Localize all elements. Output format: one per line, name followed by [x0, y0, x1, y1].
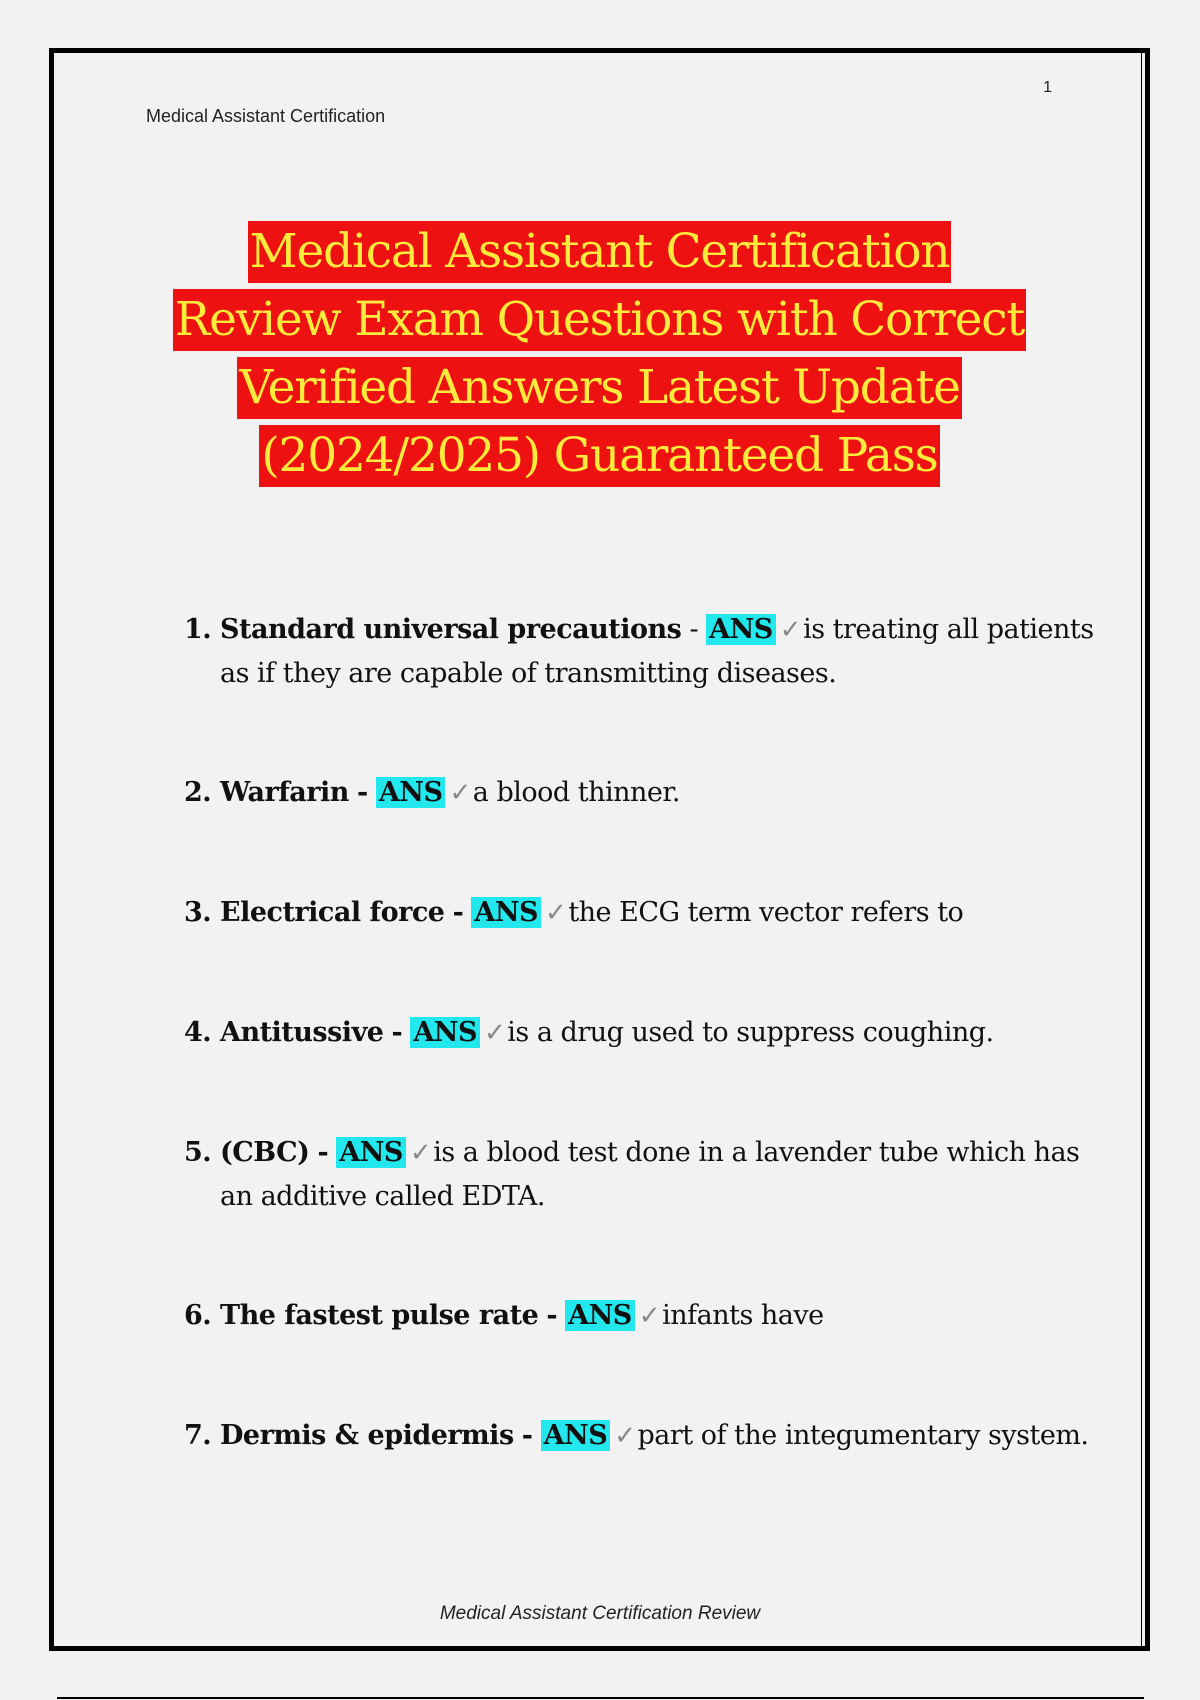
page-border: [49, 48, 1150, 1651]
check-icon: ✓: [545, 898, 567, 928]
check-icon: ✓: [638, 1301, 661, 1331]
ans-highlight: ANS: [565, 1300, 635, 1331]
answer-text: a blood thinner.: [472, 777, 680, 808]
ans-highlight: ANS: [706, 614, 776, 645]
question-list: [184, 608, 1104, 1534]
question-item: 7. Dermis & epidermis - ANS ✓part of the integumentary system.: [184, 1414, 1104, 1458]
question-number: 7.: [184, 1420, 212, 1451]
title-line: (2024/2025) Guaranteed Pass: [259, 425, 939, 487]
page-footer: Medical Assistant Certification Review: [439, 1603, 761, 1624]
page-number: 1: [1043, 79, 1052, 96]
answer-text: is treating all patients as if they are capable of transmitting diseases.: [220, 614, 1094, 689]
running-header: Medical Assistant Certification: [146, 106, 386, 126]
check-icon: ✓: [449, 778, 471, 808]
question-number: 6.: [184, 1300, 212, 1331]
answer-text: part of the integumentary system.: [637, 1420, 1089, 1451]
check-icon: ✓: [409, 1138, 432, 1168]
ans-highlight: ANS: [376, 777, 446, 808]
question-term: The fastest pulse rate: [220, 1300, 539, 1331]
title-line: Verified Answers Latest Update: [237, 357, 962, 419]
bottom-rule: [57, 1697, 1144, 1699]
question-number: 4.: [184, 1017, 212, 1048]
question-item: 4. Antitussive - ANS ✓is a drug used to suppress coughing.: [184, 1011, 1104, 1055]
question-number: 3.: [184, 897, 212, 928]
ans-highlight: ANS: [336, 1137, 406, 1168]
question-item: 1. Standard universal precautions - ANS ✓is treating all patients as if they are capable of transmitting diseases.: [184, 608, 1104, 695]
question-item: 2. Warfarin - ANS ✓a blood thinner.: [184, 771, 1104, 815]
title-line: Medical Assistant Certification: [248, 221, 952, 283]
question-item: 6. The fastest pulse rate - ANS ✓infants have: [184, 1294, 1104, 1338]
document-title: [54, 221, 1145, 493]
question-number: 5.: [184, 1137, 212, 1168]
question-item: 3. Electrical force - ANS ✓the ECG term vector refers to: [184, 891, 1104, 935]
question-item: 5. (CBC) - ANS ✓is a blood test done in a lavender tube which has an additive called EDTA.: [184, 1131, 1104, 1218]
question-term: Antitussive: [220, 1017, 384, 1048]
answer-text: is a blood test done in a lavender tube which has an additive called EDTA.: [220, 1137, 1080, 1212]
check-icon: ✓: [614, 1421, 636, 1451]
ans-highlight: ANS: [410, 1017, 480, 1048]
ans-highlight: ANS: [471, 897, 541, 928]
answer-text: the ECG term vector refers to: [568, 897, 964, 928]
question-term: (CBC): [220, 1137, 310, 1168]
question-term: Standard universal precautions: [220, 614, 682, 645]
check-icon: ✓: [483, 1018, 506, 1048]
question-term: Electrical force: [220, 897, 445, 928]
answer-text: infants have: [662, 1300, 824, 1331]
title-line: Review Exam Questions with Correct: [173, 289, 1026, 351]
question-number: 1.: [184, 614, 212, 645]
question-term: Dermis & epidermis: [220, 1420, 514, 1451]
answer-text: is a drug used to suppress coughing.: [507, 1017, 994, 1048]
question-term: Warfarin: [220, 777, 349, 808]
ans-highlight: ANS: [541, 1420, 611, 1451]
check-icon: ✓: [779, 615, 802, 645]
question-number: 2.: [184, 777, 212, 808]
